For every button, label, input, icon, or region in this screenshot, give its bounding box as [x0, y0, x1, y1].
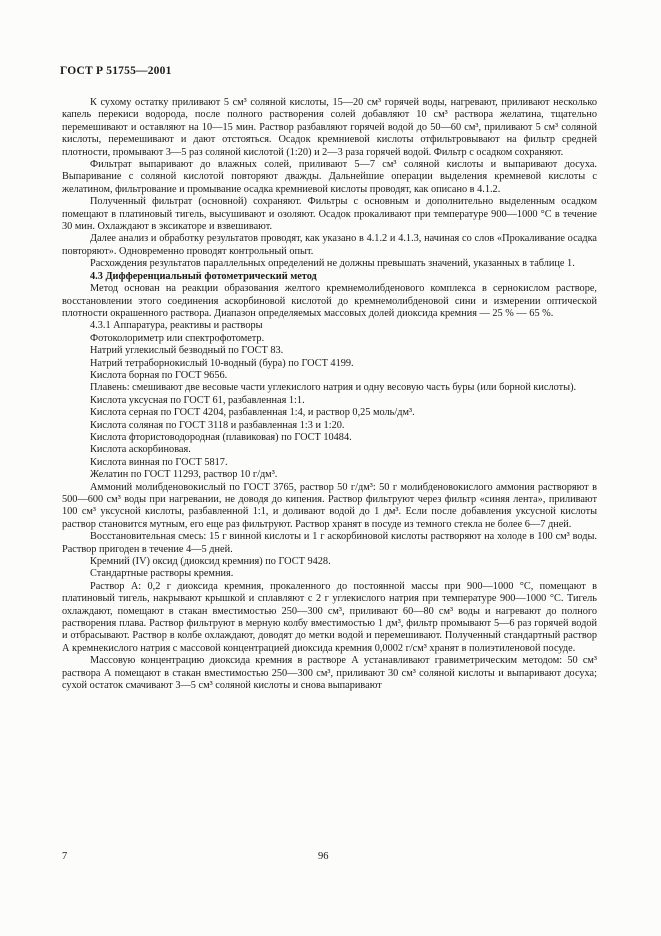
page-number: 96 — [318, 851, 329, 862]
paragraph: Стандартные растворы кремния. — [90, 568, 234, 580]
paragraph: Кислота уксусная по ГОСТ 61, разбавленная 1:1. — [90, 394, 305, 406]
paragraph: Кремний (IV) оксид (диоксид кремния) по ГОСТ 9428. — [90, 556, 331, 568]
paragraph: Расхождения результатов параллельных определений не должны превышать значений, указанных в таблице 1. — [90, 258, 575, 270]
paragraph: Кислота борная по ГОСТ 9656. — [90, 369, 228, 381]
paragraph: Раствор А: 0,2 г диоксида кремния, прокаленного до постоянной массы при 900—1000 °С, помещают в платиновый тигель, накрывают крышкой и сплавляют с 2 г углекислого натрия при температуре 900—1000 °С. Тигель охлаждают, помещают в стакан вместимостью 250—300 см³, приливают 60—80 см³ воды и нагревают до полного растворения плава. Раствор фильтруют в мерную колбу вместимостью 1 дм³, фильтр промывают 5—6 раз горячей водой и отбрасывают. Раствор в колбе охлаждают, доводят до метки водой и перемешивают. Полученный стандартный раствор А кремнекислого натрия с массовой концентрацией диоксида кремния 0,0002 г/см³ хранят в полиэтиленовой посуде. — [62, 580, 597, 654]
paragraph: Кислота соляная по ГОСТ 3118 и разбавленная 1:3 и 1:20. — [90, 419, 345, 431]
paragraph: К сухому остатку приливают 5 см³ соляной кислоты, 15—20 см³ горячей воды, нагревают, приливают несколько капель перекиси водорода, после полного растворения солей добавляют 10 см³ раствора желатина, тщательно перемешивают и оставляют на 10—15 мин. Раствор разбавляют горячей водой до 50—60 см³, приливают 5 см³ соляной кислоты, перемешивают и дают отстояться. Осадок кремниевой кислоты отфильтровывают на фильтр средней плотности, промывают 3—5 раз соляной кислотой (1:20) и 2—3 раза горячей водой. Фильтр с осадком сохраняют. — [62, 97, 597, 158]
document-body — [62, 97, 597, 693]
paragraph: Восстановительная смесь: 15 г винной кислоты и 1 г аскорбиновой кислоты растворяют на холоде в 100 см³ воды. Раствор пригоден в течение 4—5 дней. — [62, 531, 597, 555]
paragraph: Кислота фтористоводородная (плавиковая) по ГОСТ 10484. — [90, 431, 352, 443]
paragraph: Далее анализ и обработку результатов проводят, как указано в 4.1.2 и 4.1.3, начиная со слов «Прокаливание осадка повторяют». Одновременно проводят контрольный опыт. — [62, 233, 597, 257]
paragraph: Кислота винная по ГОСТ 5817. — [90, 456, 228, 468]
paragraph: Кислота серная по ГОСТ 4204, разбавленная 1:4, и раствор 0,25 моль/дм³. — [90, 407, 415, 419]
paragraph: Кислота аскорбиновая. — [90, 444, 191, 456]
paragraph: Массовую концентрацию диоксида кремния в растворе А устанавливают гравиметрическим методом: 50 см³ раствора А помещают в стакан вместимостью 250—300 см³, приливают 30 см³ соляной кислоты и выпаривают досуха; сухой остаток смачивают 3—5 см³ соляной кислоты и снова выпаривают — [62, 655, 597, 692]
paragraph: Натрий тетраборнокислый 10-водный (бура) по ГОСТ 4199. — [90, 357, 354, 369]
section-heading: 4.3 Дифференциальный фотометрический метод — [90, 270, 317, 282]
paragraph: Аммоний молибденовокислый по ГОСТ 3765, раствор 50 г/дм³: 50 г молибденовокислого аммония растворяют в 500—600 см³ воды при нагревании, не доводя до кипения. Раствор фильтруют через фильтр «синяя лента», приливают 100 см³ уксусной кислоты, разбавленной 1:1, и доливают водой до 1 дм³. Если после добавления уксусной кислоты раствор становится мутным, его еще раз фильтруют. Раствор хранят в посуде из темного стекла не более 6—7 дней. — [62, 481, 597, 530]
paragraph: Метод основан на реакции образования желтого кремнемолибденового комплекса в сернокислом растворе, восстановлении этого соединения аскорбиновой кислотой до кремнемолибденовой сини и измерении оптической плотности окрашенного раствора. Диапазон определяемых массовых долей диоксида кремния — 25 % — 65 %. — [62, 283, 597, 319]
paragraph: Фильтрат выпаривают до влажных солей, приливают 5—7 см³ соляной кислоты и выпаривают досуха. Выпаривание с соляной кислотой повторяют дважды. Дальнейшие операции выделения кремневой кислоты с желатином, фильтрование и промывание осадка кремниевой кислоты проводят, как описано в 4.1.2. — [62, 159, 597, 195]
paragraph: Натрий углекислый безводный по ГОСТ 83. — [90, 345, 284, 357]
paragraph: 4.3.1 Аппаратура, реактивы и растворы — [90, 320, 263, 332]
footer-left-number: 7 — [62, 851, 68, 862]
paragraph: Плавень: смешивают две весовые части углекислого натрия и одну весовую часть буры (или борной кислоты). — [90, 382, 577, 394]
paragraph: Фотоколориметр или спектрофотометр. — [90, 332, 265, 344]
paragraph: Полученный фильтрат (основной) сохраняют. Фильтры с основным и дополнительно выделенным осадком помещают в платиновый тигель, высушивают и озоляют. Осадок прокаливают при температуре 900—1000 °С в течение 30 мин. Охлаждают в эксикаторе и взвешивают. — [62, 196, 597, 233]
document-header: ГОСТ Р 51755—2001 — [60, 65, 172, 77]
paragraph: Желатин по ГОСТ 11293, раствор 10 г/дм³. — [90, 469, 278, 481]
